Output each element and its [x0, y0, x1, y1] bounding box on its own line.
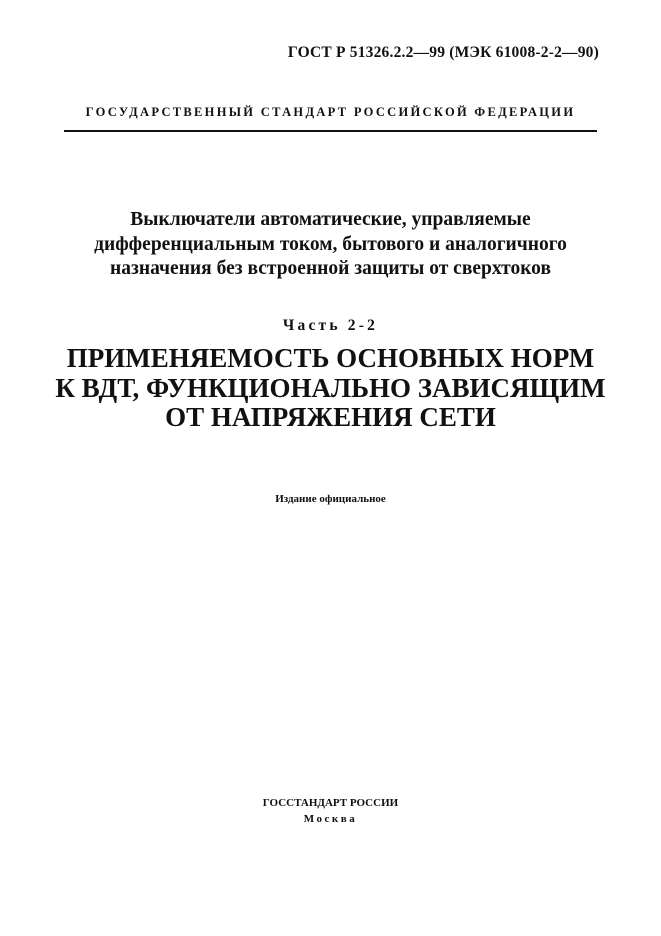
document-number: ГОСТ Р 51326.2.2—99 (МЭК 61008-2-2—90) [287, 44, 599, 61]
document-title-line: Выключатели автоматические, управляемые [130, 209, 531, 230]
document-title-line: дифференциальным током, бытового и аналогичного [94, 233, 567, 255]
document-subtitle-line: ПРИМЕНЯЕМОСТЬ ОСНОВНЫХ НОРМ [66, 343, 595, 373]
document-title [60, 208, 601, 282]
state-standard-heading: ГОСУДАРСТВЕННЫЙ СТАНДАРТ РОССИЙСКОЙ ФЕДЕРАЦИИ [85, 105, 576, 119]
part-label: Часть 2-2 [282, 317, 379, 334]
publisher-name: ГОССТАНДАРТ РОССИИ [262, 797, 399, 809]
document-title-line: назначения без встроенной защиты от сверхтоков [110, 258, 551, 279]
document-subtitle-line: ОТ НАПРЯЖЕНИЯ СЕТИ [165, 402, 496, 432]
edition-note: Издание официальное [275, 493, 386, 505]
document-subtitle [40, 344, 621, 433]
document-subtitle-line: К ВДТ, ФУНКЦИОНАЛЬНО ЗАВИСЯЩИМ [55, 372, 606, 403]
publisher-city: Москва [303, 813, 358, 825]
header-divider [64, 130, 597, 132]
